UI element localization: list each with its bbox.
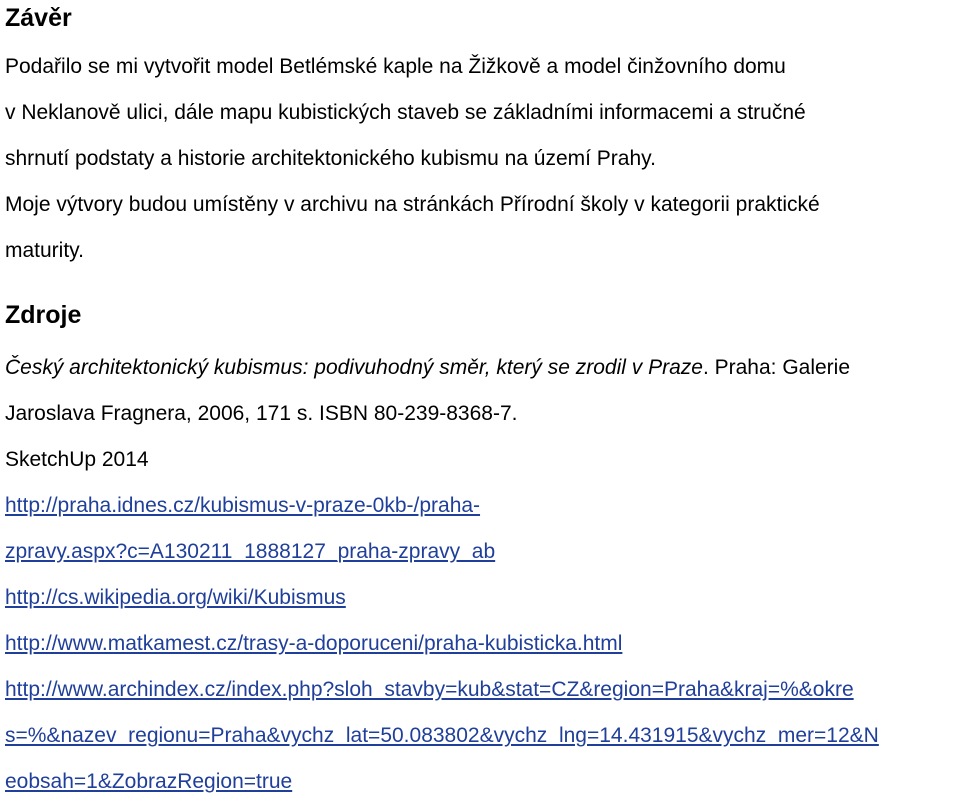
conclusion-line: Podařilo se mi vytvořit model Betlémské kaple na Žižkově a model činžovního domu: [5, 55, 786, 78]
link-matkamest[interactable]: [5, 621, 879, 667]
book-citation-line: Jaroslava Fragnera, 2006, 171 s. ISBN 80-239-8368-7.: [5, 402, 518, 425]
book-citation: [5, 345, 850, 437]
link-line: http://praha.idnes.cz/kubismus-v-praze-0kb-/praha-: [5, 494, 481, 517]
link-line: http://www.archindex.cz/index.php?sloh_stavby=kub&stat=CZ&region=Praha&kraj=%&okre: [5, 678, 854, 701]
sources-heading: Zdroje: [5, 301, 82, 329]
conclusion-line: v Neklanově ulici, dále mapu kubistických staveb se základními informacemi a stručné: [5, 101, 806, 124]
link-idnes[interactable]: [5, 483, 879, 575]
link-archindex[interactable]: [5, 667, 879, 805]
book-title: Český architektonický kubismus: podivuhodný směr, který se zrodil v Praze: [5, 356, 703, 379]
conclusion-heading: Závěr: [5, 4, 72, 32]
link-line: http://www.matkamest.cz/trasy-a-doporuceni/praha-kubisticka.html: [5, 632, 623, 655]
book-publisher: . Praha: Galerie: [702, 356, 851, 379]
source-links: [5, 483, 879, 805]
link-line: eobsah=1&ZobrazRegion=true: [5, 770, 293, 793]
conclusion-line: shrnutí podstaty a historie architektonického kubismu na území Prahy.: [5, 147, 656, 170]
book-citation-line: [5, 345, 850, 391]
link-wikipedia[interactable]: [5, 575, 879, 621]
link-line: s=%&nazev_regionu=Praha&vychz_lat=50.083802&vychz_lng=14.431915&vychz_mer=12&N: [5, 724, 879, 747]
conclusion-line: maturity.: [5, 239, 84, 262]
link-line: zpravy.aspx?c=A130211_1888127_praha-zpravy_ab: [5, 540, 496, 563]
conclusion-line: Moje výtvory budou umístěny v archivu na stránkách Přírodní školy v kategorii praktické: [5, 193, 820, 216]
software-name: SketchUp 2014: [5, 448, 149, 471]
conclusion-paragraph: [5, 44, 940, 274]
link-line: http://cs.wikipedia.org/wiki/Kubismus: [5, 586, 346, 609]
software-citation: [5, 437, 149, 483]
